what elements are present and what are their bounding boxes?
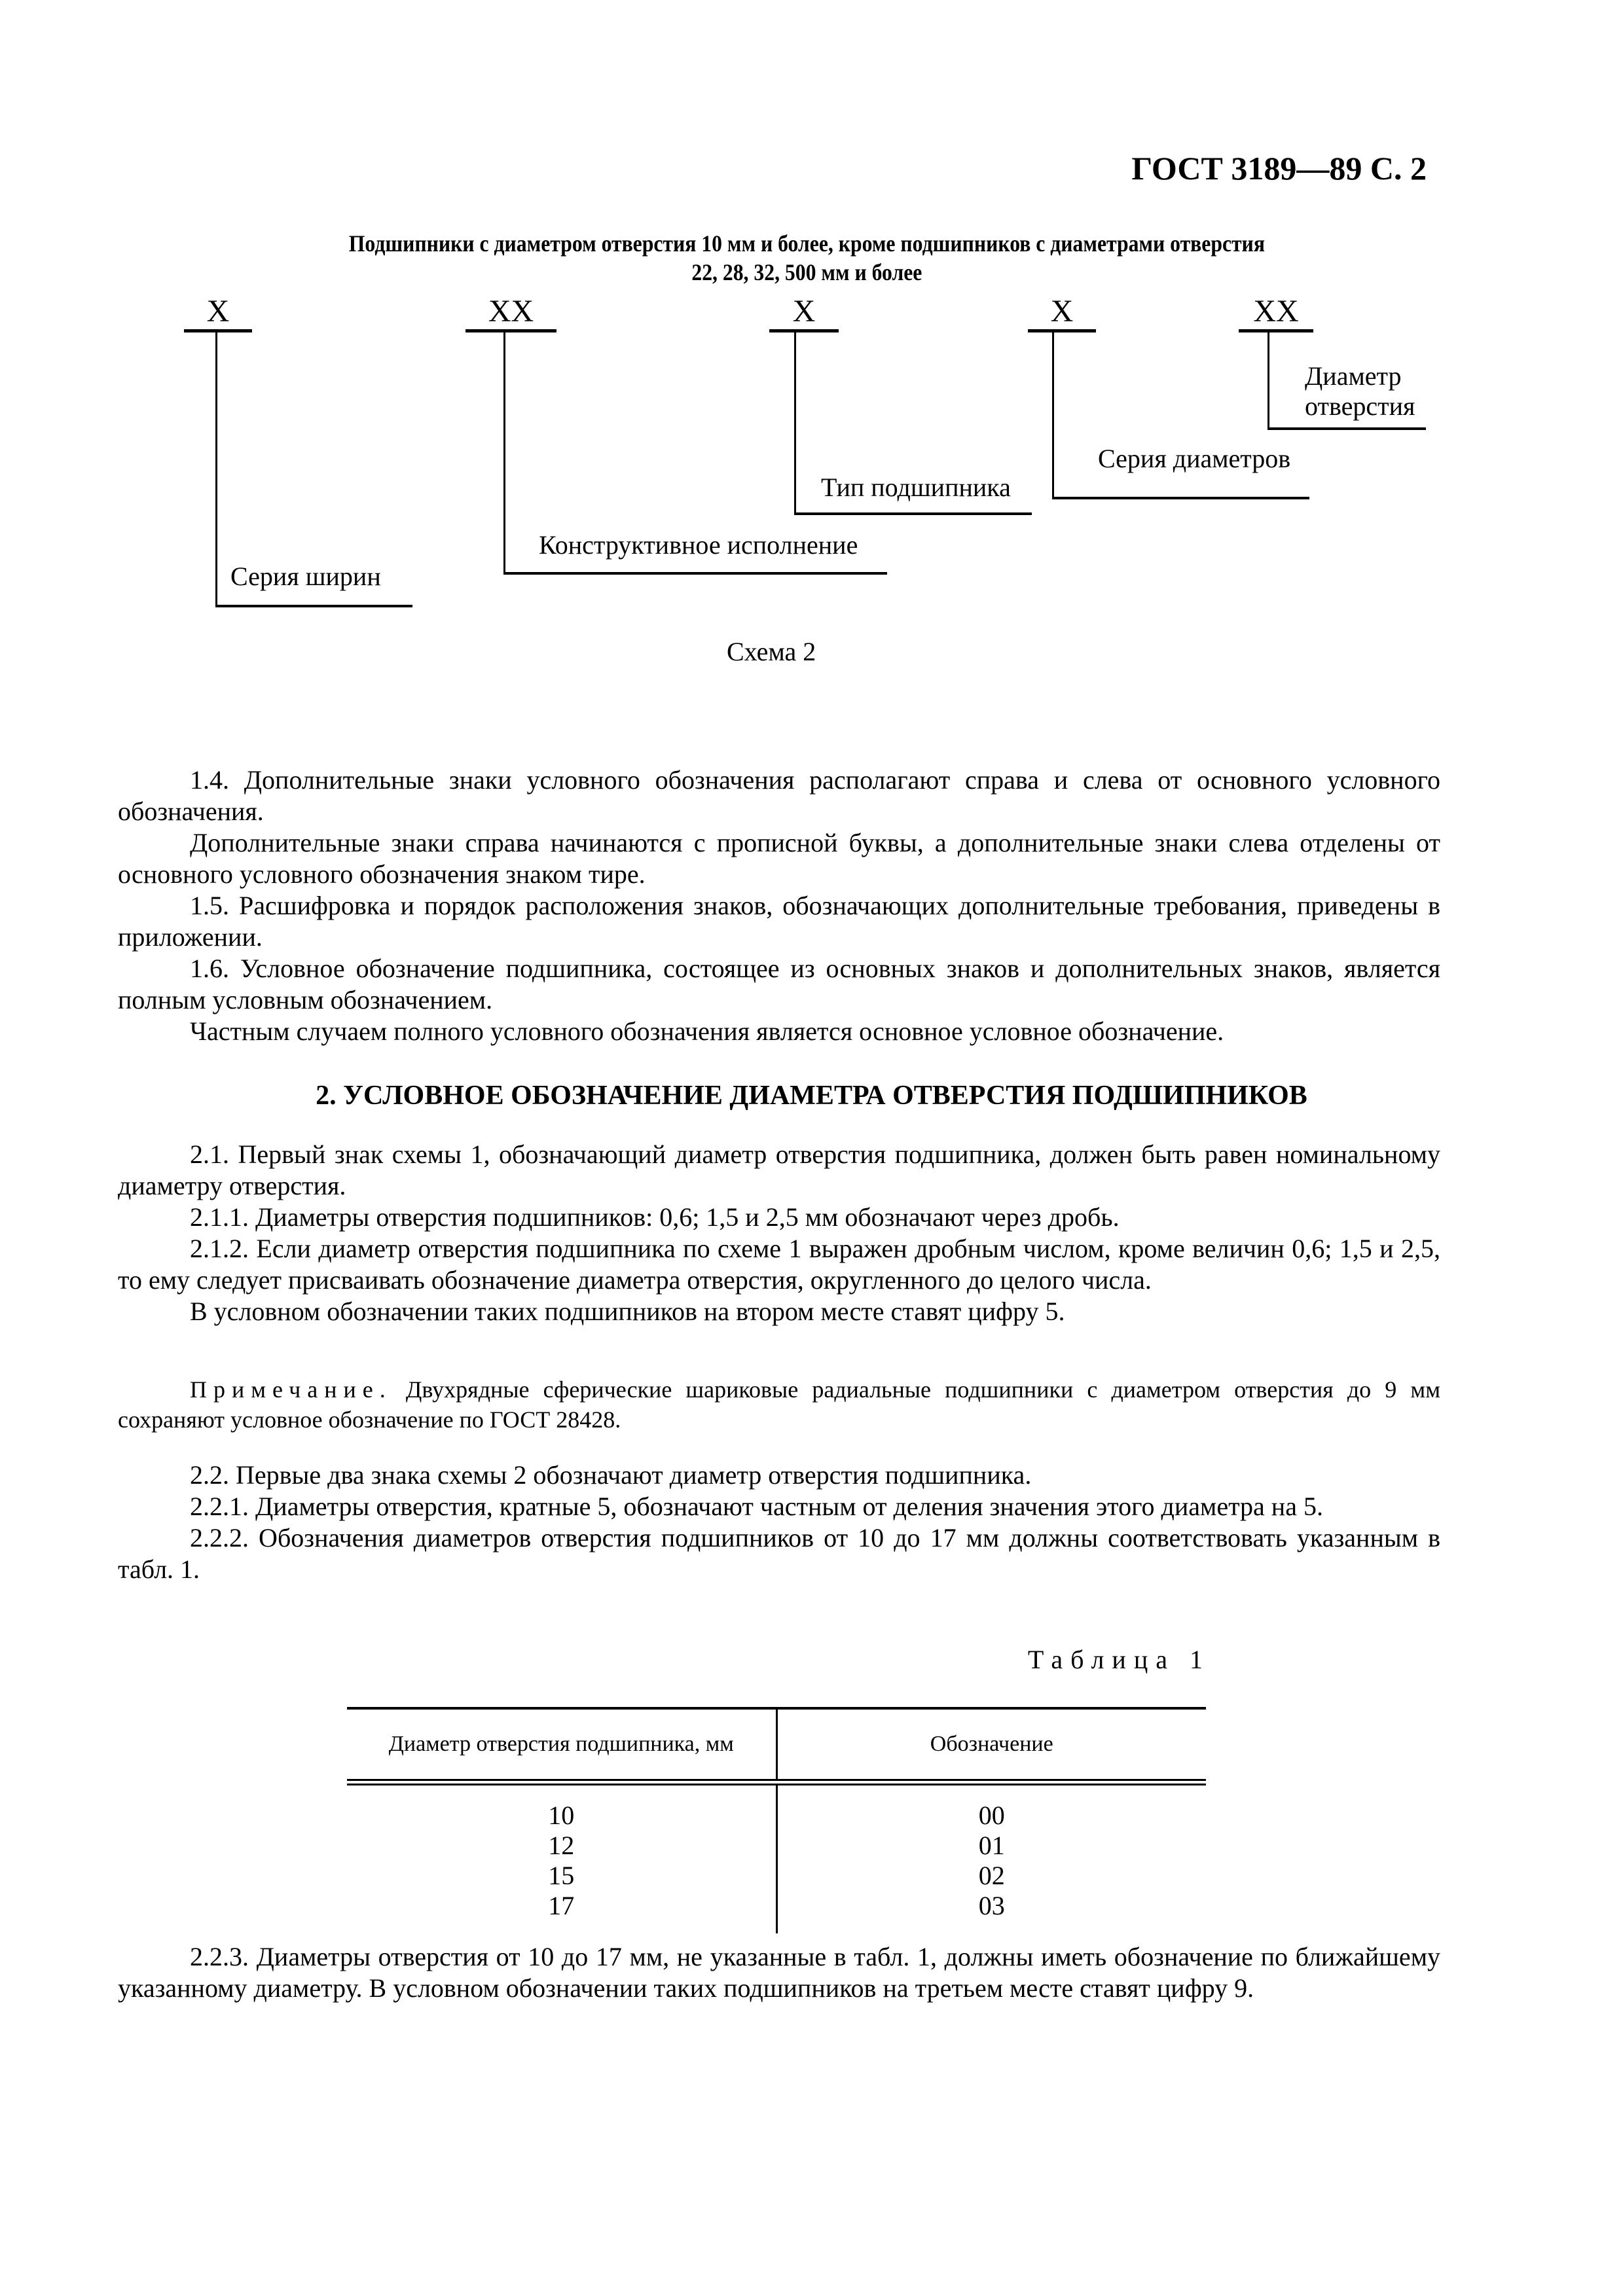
paragraph-1-4b: Дополнительные знаки справа начинаются с прописной буквы, а дополнительные знаки слева отделены от основного условного обозначения знаком тире. xyxy=(118,828,1440,889)
scheme-caption: Схема 2 xyxy=(727,637,816,666)
cell-diameter: 15 xyxy=(347,1861,776,1891)
label-bore-line-1: Диаметр xyxy=(1305,361,1402,391)
scheme-title-line-1: Подшипники с диаметром отверстия 10 мм и более, кроме подшипников с диаметрами отверстия xyxy=(348,230,1265,257)
scheme-title-line-2: 22, 28, 32, 500 мм и более xyxy=(691,259,922,285)
paragraph-2-2-2: 2.2.2. Обозначения диаметров отверстия подшипников от 10 до 17 мм должны соответствовать указанным в табл. 1. xyxy=(118,1523,1440,1584)
mark-diameter-series: X xyxy=(1050,294,1074,329)
column-header-designation: Обозначение xyxy=(776,1708,1206,1782)
cell-designation: 02 xyxy=(978,1861,1005,1890)
label-bore-diameter xyxy=(1305,361,1415,422)
paragraph-2-2-1: 2.2.1. Диаметры отверстия, кратные 5, обозначают частным от деления значения этого диаметра на 5. xyxy=(190,1492,1323,1521)
paragraph-2-2: 2.2. Первые два знака схемы 2 обозначают диаметр отверстия подшипника. xyxy=(190,1460,1032,1490)
table-1 xyxy=(347,1707,1206,1933)
paragraph-1-6: 1.6. Условное обозначение подшипника, состоящее из основных знаков и дополнительных знаков, является полным условным обозначением. xyxy=(118,954,1440,1014)
table-row xyxy=(347,1831,1206,1861)
mark-design: XX xyxy=(488,294,534,329)
leader-shelf xyxy=(794,512,1032,515)
label-diameter-series: Серия диаметров xyxy=(1098,444,1291,473)
cell-designation: 00 xyxy=(978,1801,1005,1830)
underline xyxy=(184,329,252,332)
note-label: Примечание. xyxy=(190,1376,392,1403)
table-row xyxy=(347,1782,1206,1831)
leader-line xyxy=(794,332,796,514)
leader-shelf xyxy=(1267,427,1426,430)
paragraph-2-1: 2.1. Первый знак схемы 1, обозначающий диаметр отверстия подшипника, должен быть равен номинальному диаметру отверстия. xyxy=(118,1139,1440,1200)
note-text: Двухрядные сферические шариковые радиальные подшипники с диаметром отверстия до 9 мм сохраняют условное обозначение по ГОСТ 28428. xyxy=(118,1376,1440,1433)
leader-shelf xyxy=(503,572,887,575)
label-bearing-type: Тип подшипника xyxy=(821,473,1011,502)
paragraph-2-1-2: 2.1.2. Если диаметр отверстия подшипника по схеме 1 выражен дробным числом, кроме величин 0,6; 1,5 и 2,5, то ему следует присваивать обозначение диаметра отверстия, округленного до целого числа. xyxy=(118,1234,1440,1295)
leader-line xyxy=(215,332,217,607)
table-row xyxy=(347,1861,1206,1891)
cell-diameter: 10 xyxy=(347,1782,776,1831)
paragraph-1-5: 1.5. Расшифровка и порядок расположения знаков, обозначающих дополнительные требования, приведены в приложении. xyxy=(118,891,1440,952)
leader-shelf xyxy=(1052,497,1309,499)
column-header-diameter: Диаметр отверстия подшипника, мм xyxy=(347,1708,776,1782)
paragraph-2-1-2b: В условном обозначении таких подшипников на втором месте ставят цифру 5. xyxy=(190,1297,1065,1326)
paragraph-1-4: 1.4. Дополнительные знаки условного обозначения располагают справа и слева от основного условного обозначения. xyxy=(118,765,1440,826)
section-2-2-3-text xyxy=(118,1941,1440,2004)
underline xyxy=(1028,329,1096,332)
document-reference: ГОСТ 3189—89 С. 2 xyxy=(1131,150,1427,187)
leader-line xyxy=(1052,332,1054,499)
underline xyxy=(1239,329,1313,332)
cell-designation: 03 xyxy=(978,1891,1005,1920)
leader-line xyxy=(503,332,505,575)
mark-bearing-type: X xyxy=(792,294,816,329)
table-row xyxy=(347,1891,1206,1933)
label-width-series: Серия ширин xyxy=(230,562,381,591)
scheme-title xyxy=(93,229,1522,287)
mark-width-series: X xyxy=(206,294,230,329)
leader-shelf xyxy=(215,605,412,607)
underline xyxy=(465,329,556,332)
section-2-heading: 2. УСЛОВНОЕ ОБОЗНАЧЕНИЕ ДИАМЕТРА ОТВЕРСТИЯ ПОДШИПНИКОВ xyxy=(316,1081,1307,1111)
label-bore-line-2: отверстия xyxy=(1305,391,1415,421)
mark-bore-diameter: XX xyxy=(1253,294,1299,329)
leader-line xyxy=(1267,332,1269,429)
label-design: Конструктивное исполнение xyxy=(539,530,858,560)
underline xyxy=(769,329,839,332)
paragraph-1-6b: Частным случаем полного условного обозначения является основное условное обозначение. xyxy=(190,1016,1224,1046)
table-caption: Таблица 1 xyxy=(1027,1645,1211,1674)
paragraph-2-2-3: 2.2.3. Диаметры отверстия от 10 до 17 мм, не указанные в табл. 1, должны иметь обозначение по ближайшему указанному диаметру. В условном обозначении таких подшипников на третьем месте ставят цифру 9. xyxy=(118,1942,1440,2003)
note xyxy=(118,1374,1440,1435)
paragraph-2-1-1: 2.1.1. Диаметры отверстия подшипников: 0,6; 1,5 и 2,5 мм обозначают через дробь. xyxy=(190,1202,1120,1232)
section-2-2-text xyxy=(118,1460,1440,1585)
cell-designation: 01 xyxy=(978,1831,1005,1860)
section-2-text xyxy=(118,1139,1440,1327)
section-1-text xyxy=(118,764,1440,1047)
cell-diameter: 17 xyxy=(347,1891,776,1933)
cell-diameter: 12 xyxy=(347,1831,776,1861)
